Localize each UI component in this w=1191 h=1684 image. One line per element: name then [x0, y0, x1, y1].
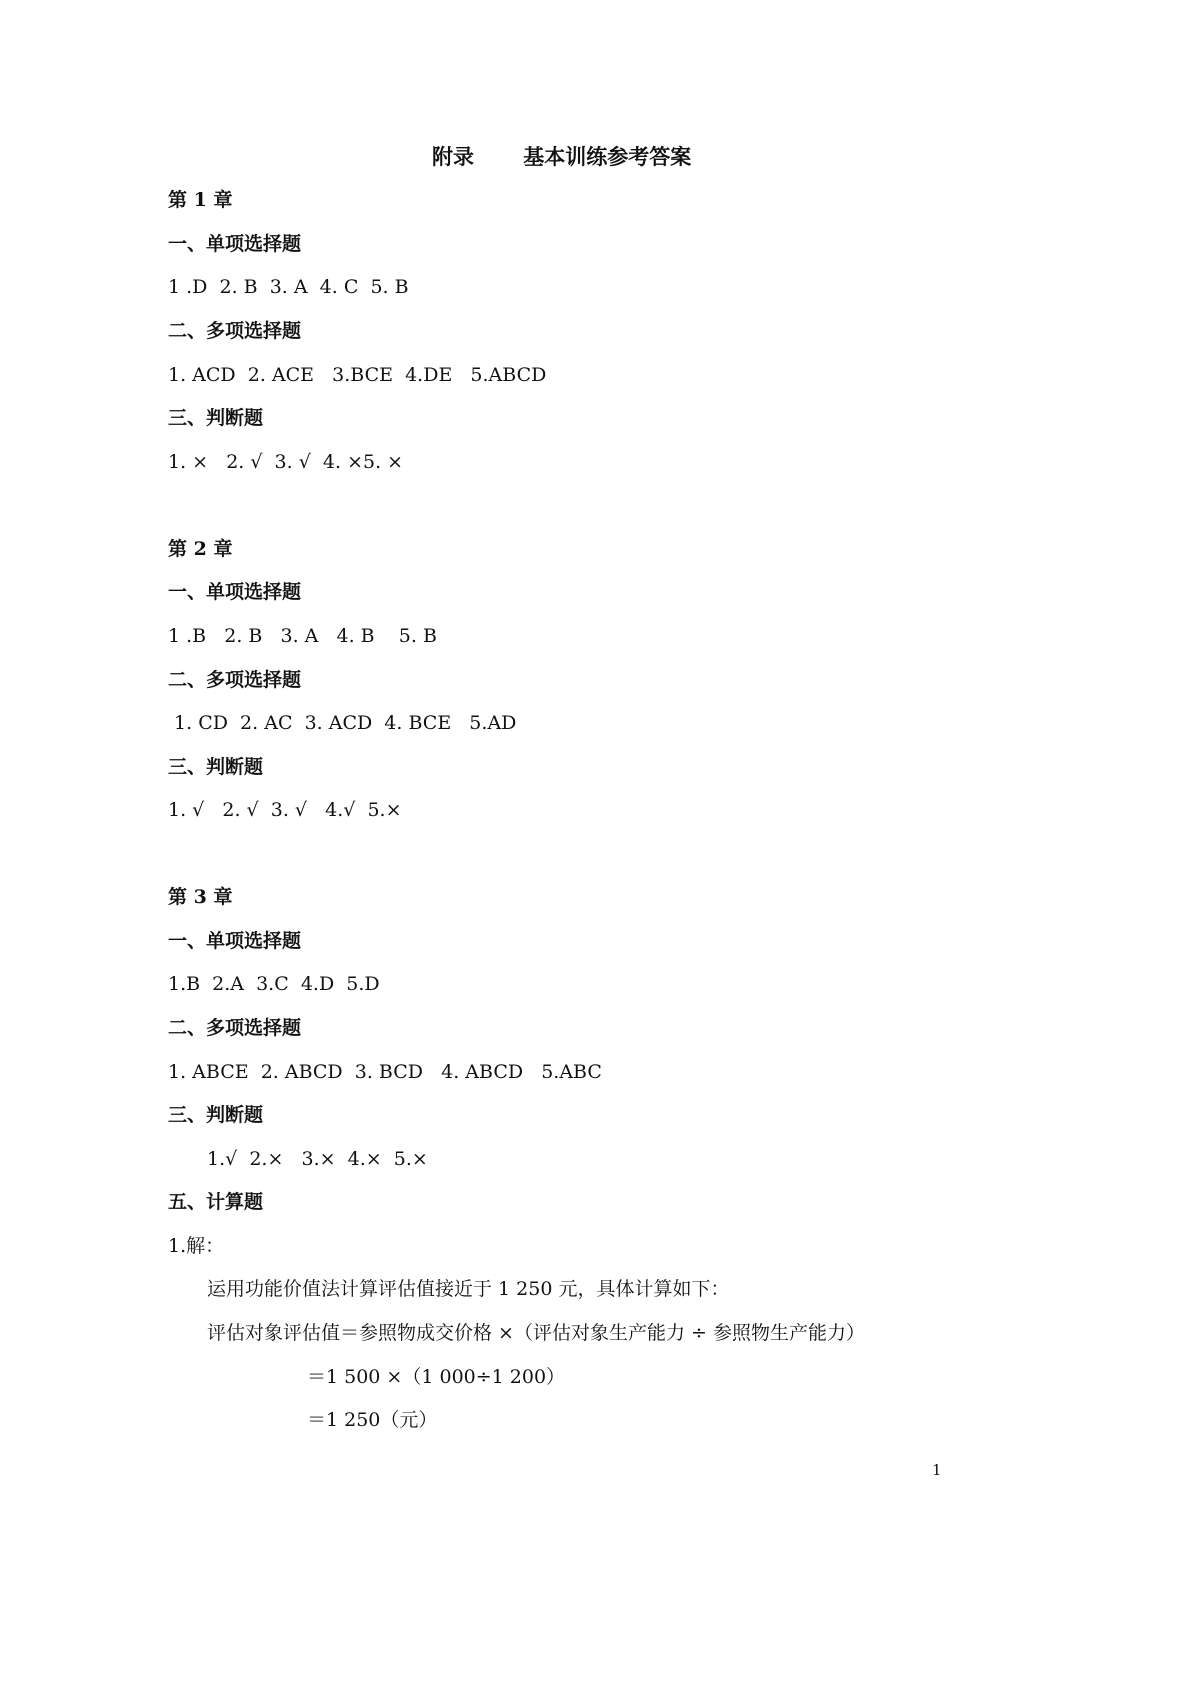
ch3-calc-heading: 五、计算题	[168, 1191, 264, 1213]
ch3-single-choice-answers: 1.B 2.A 3.C 4.D 5.D	[168, 973, 380, 995]
calc-line-4: ＝1 250（元）	[307, 1409, 438, 1431]
chapter-3-heading: 第 3 章	[168, 886, 233, 908]
ch2-single-choice-answers: 1 .B 2. B 3. A 4. B 5. B	[168, 625, 437, 647]
ch1-multi-choice-heading: 二、多项选择题	[168, 320, 302, 342]
page-number: 1	[932, 1461, 942, 1479]
ch2-multi-choice-answers: 1. CD 2. AC 3. ACD 4. BCE 5.AD	[168, 712, 517, 734]
ch1-multi-choice-answers: 1. ACD 2. ACE 3.BCE 4.DE 5.ABCD	[168, 364, 547, 386]
ch3-multi-choice-answers: 1. ABCE 2. ABCD 3. BCD 4. ABCD 5.ABC	[168, 1061, 602, 1083]
ch3-single-choice-heading: 一、单项选择题	[168, 930, 302, 952]
ch2-multi-choice-heading: 二、多项选择题	[168, 669, 302, 691]
ch1-single-choice-heading: 一、单项选择题	[168, 233, 302, 255]
ch3-judgement-heading: 三、判断题	[168, 1104, 264, 1126]
calc-line-2: 评估对象评估值＝参照物成交价格 ×（评估对象生产能力 ÷ 参照物生产能力）	[207, 1322, 865, 1344]
chapter-2-heading: 第 2 章	[168, 538, 233, 560]
ch2-single-choice-heading: 一、单项选择题	[168, 581, 302, 603]
ch1-single-choice-answers: 1 .D 2. B 3. A 4. C 5. B	[168, 276, 409, 298]
calc-solution-label: 1.解：	[168, 1235, 225, 1257]
ch1-judgement-answers: 1. × 2. √ 3. √ 4. ×5. ×	[168, 451, 404, 473]
page-title: 附录 基本训练参考答案	[432, 144, 692, 169]
calc-line-1: 运用功能价值法计算评估值接近于 1 250 元，具体计算如下：	[207, 1278, 730, 1300]
ch3-judgement-answers: 1.√ 2.× 3.× 4.× 5.×	[207, 1148, 428, 1170]
ch2-judgement-answers: 1. √ 2. √ 3. √ 4.√ 5.×	[168, 799, 402, 821]
calc-line-3: ＝1 500 ×（1 000÷1 200）	[307, 1366, 566, 1388]
ch2-judgement-heading: 三、判断题	[168, 756, 264, 778]
ch1-judgement-heading: 三、判断题	[168, 407, 264, 429]
chapter-1-heading: 第 1 章	[168, 189, 233, 211]
ch3-multi-choice-heading: 二、多项选择题	[168, 1017, 302, 1039]
